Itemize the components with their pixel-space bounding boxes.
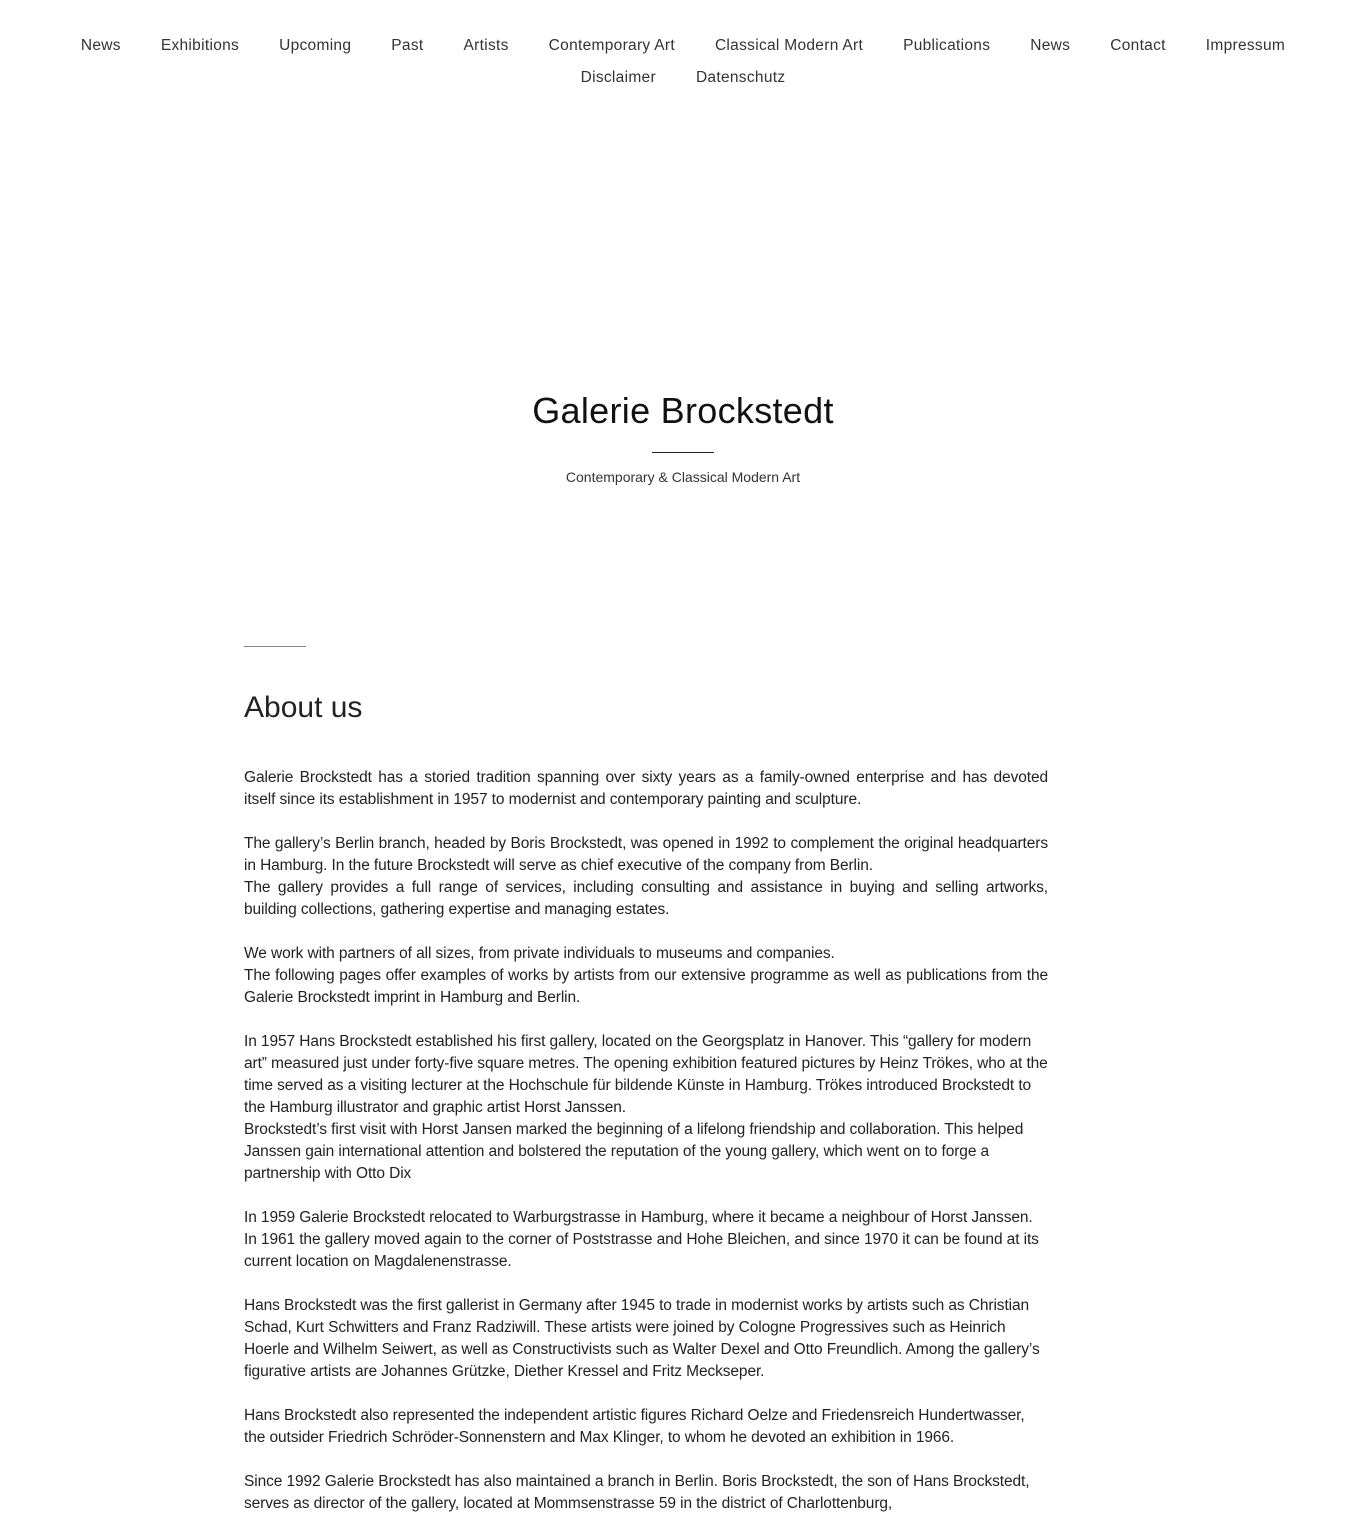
nav-classical-modern-art[interactable]: Classical Modern Art bbox=[714, 37, 864, 54]
nav-artists[interactable]: Artists bbox=[463, 37, 509, 54]
site-title: Galerie Brockstedt bbox=[532, 390, 834, 431]
nav-disclaimer[interactable]: Disclaimer bbox=[580, 69, 656, 86]
title-divider bbox=[652, 452, 714, 453]
nav-row-1 bbox=[0, 30, 1366, 62]
site-subtitle: Contemporary & Classical Modern Art bbox=[565, 469, 801, 485]
nav-news-2[interactable]: News bbox=[1030, 37, 1071, 54]
main-navigation bbox=[0, 30, 1366, 94]
nav-row-2 bbox=[0, 62, 1366, 94]
about-paragraph: Hans Brockstedt also represented the independent artistic figures Richard Oelze and Friedensreich Hundertwasser, the outsider Friedrich Schröder-Sonnenstern and Max Klinger, to whom he devoted an exhibition in 1966. bbox=[244, 1407, 1025, 1446]
nav-datenschutz[interactable]: Datenschutz bbox=[695, 69, 786, 86]
about-paragraph: Galerie Brockstedt has a storied tradition spanning over sixty years as a family-owned enterprise and has devoted itself since its establishment in 1957 to modernist and contemporary painting and sculpture. bbox=[244, 769, 1048, 808]
nav-contemporary-art[interactable]: Contemporary Art bbox=[548, 37, 675, 54]
nav-past[interactable]: Past bbox=[391, 37, 424, 54]
nav-publications[interactable]: Publications bbox=[903, 37, 991, 54]
about-paragraph: In 1959 Galerie Brockstedt relocated to Warburgstrasse in Hamburg, where it became a neighbour of Horst Janssen. In 1961 the gallery moved again to the corner of Poststrasse and Hohe Bleichen, and since 1970 it can be found at its current location on Magdalenenstrasse. bbox=[244, 1209, 1039, 1270]
nav-exhibitions[interactable]: Exhibitions bbox=[160, 37, 240, 54]
about-section bbox=[244, 646, 1048, 1537]
about-paragraph: In 1957 Hans Brockstedt established his first gallery, located on the Georgsplatz in Hanover. This “gallery for modern art” measured just under forty-five square metres. The opening exhibition featured pictures by Heinz Trökes, who at the time served as a visiting lecturer at the Hochschule für bildende Künste in Hamburg. Trökes introduced Brockstedt to the Hamburg illustrator and graphic artist Horst Janssen. Brockstedt’s first visit with Horst Jansen marked the beginning of a lifelong friendship and collaboration. This helped Janssen gain international attention and bolstered the reputation of the young gallery, which went on to forge a partnership with Otto Dix bbox=[244, 1033, 1048, 1182]
site-header bbox=[0, 390, 1366, 485]
section-heading: About us bbox=[244, 691, 363, 724]
nav-news[interactable]: News bbox=[80, 37, 121, 54]
about-paragraph: We work with partners of all sizes, from private individuals to museums and companies. The following pages offer examples of works by artists from our extensive programme as well as publications from the Galerie Brockstedt imprint in Hamburg and Berlin. bbox=[244, 945, 1048, 1006]
about-paragraph: The gallery’s Berlin branch, headed by Boris Brockstedt, was opened in 1992 to complement the original headquarters in Hamburg. In the future Brockstedt will serve as chief executive of the company from Berlin. The gallery provides a full range of services, including consulting and assistance in buying and selling artworks, building collections, gathering expertise and managing estates. bbox=[244, 835, 1048, 918]
nav-impressum[interactable]: Impressum bbox=[1205, 37, 1286, 54]
about-paragraph: Hans Brockstedt was the first gallerist in Germany after 1945 to trade in modernist works by artists such as Christian Schad, Kurt Schwitters and Franz Radziwill. These artists were joined by Cologne Progressives such as Heinrich Hoerle and Wilhelm Seiwert, as well as Constructivists such as Walter Dexel and Otto Freundlich. Among the gallery’s figurative artists are Johannes Grützke, Diether Kressel and Fritz Meckseper. bbox=[244, 1297, 1040, 1380]
nav-upcoming[interactable]: Upcoming bbox=[279, 37, 352, 54]
about-paragraph: Since 1992 Galerie Brockstedt has also maintained a branch in Berlin. Boris Brockstedt, the son of Hans Brockstedt, serves as director of the gallery, located at Mommsenstrasse 59 in the district of Charlottenburg, bbox=[244, 1473, 1030, 1512]
nav-contact[interactable]: Contact bbox=[1110, 37, 1166, 54]
section-divider bbox=[244, 646, 306, 647]
